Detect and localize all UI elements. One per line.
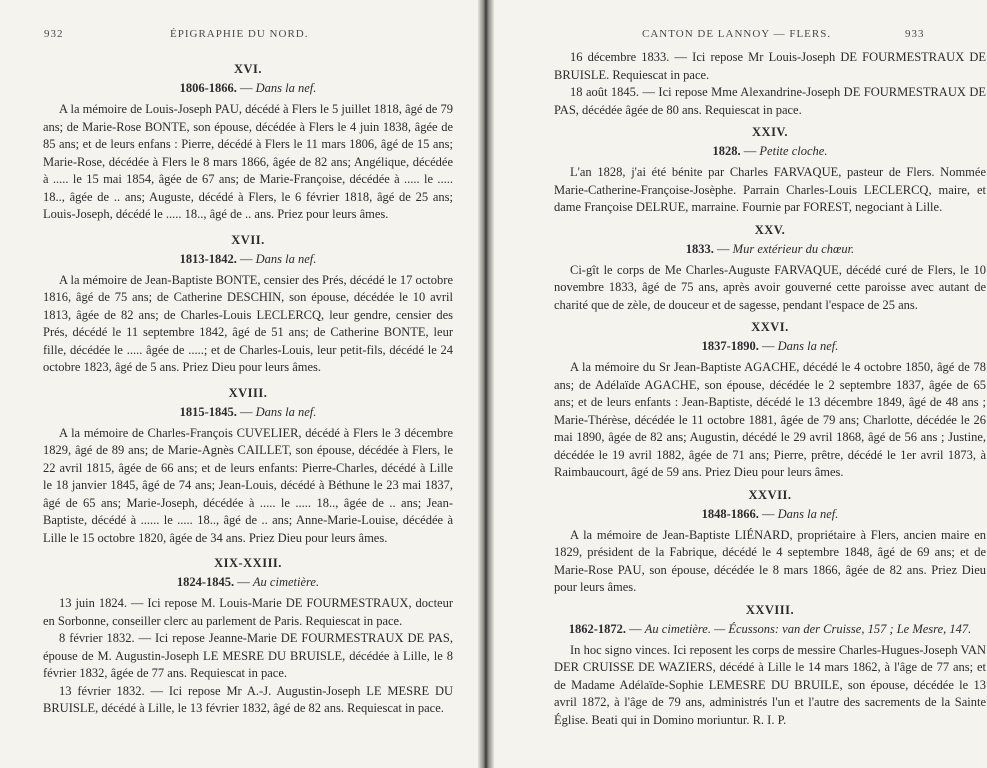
section-number: XXVIII.: [745, 602, 795, 617]
section-number: XIX-XXIII.: [214, 556, 282, 570]
section-place: Petite cloche.: [759, 144, 828, 158]
section-date-line: 1828. — Petite cloche.: [712, 144, 828, 158]
section-place: Au cimetière.: [252, 575, 320, 589]
inscription-paragraph: L'an 1828, j'ai été bénite par Charles FARVAQUE, pasteur de Flers. Nommée Marie-Catherine-Françoise-Josèphe. Parrain Charles-Louis LECLERCQ, maire, et dame Françoise DELRUE, marraine. Fournie par FOREST, negociant à Lille.: [554, 165, 986, 214]
section-date: 1813-1842.: [179, 251, 237, 266]
section-date-line: 1806-1866. — Dans la nef.: [179, 81, 317, 95]
inscription-paragraph: In hoc signo vinces. Ici reposent les corps de messire Charles-Hugues-Joseph VAN DER CRUISSE DE WAZIERS, décédé à Lille le 14 mars 1862, à l'âge de 77 ans; et de Madame Adélaïde-Sophie LEMESRE DU BRUILE, son épouse, décédée le 13 avril 1872, à l'âge de 79 ans, administrés l'un et l'autre des sacrements de la Sainte Église. Beati qui in Domino moriuntur. R. I. P.: [554, 642, 986, 727]
section-number: XVI.: [233, 62, 263, 76]
inscription-paragraph: A la mémoire de Jean-Baptiste BONTE, censier des Prés, décédé le 17 octobre 1816, âgé de 75 ans; de Catherine DESCHIN, son épouse, décédée le 10 avril 1813, âgée de 82 ans; de Charles-Louis LECLERCQ, leur gendre, censier des Prés, décédé le 11 septembre 1842, âgé de 51 ans; de Catherine BONTE, leur fille, décédée le ..... âgée de .....; et de Charles-Louis, leur petit-fils, décédé le 24 octobre 1823, âgé de 5 ans. Priez Dieu pour leurs âmes.: [43, 272, 453, 374]
inscription-paragraph: 16 décembre 1833. — Ici repose Mr Louis-Joseph DE FOURMESTRAUX DE BRUISLE. Requiescat in pace.: [554, 50, 986, 82]
left-running-title: ÉPIGRAPHIE DU NORD.: [170, 28, 309, 40]
inscription-paragraph: Ci-gît le corps de Me Charles-Auguste FARVAQUE, décédé curé de Flers, le 10 novembre 1833, âgé de 75 ans, après avoir gouverné cette paroisse avec autant de charité que de zèle, de douceur et de sagesse, pendant l'espace de 25 ans.: [554, 262, 986, 312]
section-date-line: 1813-1842. — Dans la nef.: [179, 251, 317, 266]
section-xvii: [43, 231, 453, 377]
section-xxvi: [554, 318, 986, 482]
section-number: XXIV.: [752, 125, 788, 139]
inscription-paragraph: 18 août 1845. — Ici repose Mme Alexandrine-Joseph DE FOURMESTRAUX DE PAS, décédée âgée de 80 ans. Requiescat in pace.: [554, 85, 986, 117]
section-date: 1862-1872.: [568, 621, 627, 636]
section-number: XVII.: [231, 232, 265, 247]
section-date: 1837-1890.: [701, 339, 759, 353]
section-xviii: [43, 384, 453, 548]
inscription-paragraph: 13 juin 1824. — Ici repose M. Louis-Marie DE FOURMESTRAUX, docteur en Sorbonne, conseiller clerc au parlement de Paris. Requiescat in pace.: [43, 596, 453, 628]
right-text-column: [554, 49, 986, 729]
section-place: Mur extérieur du chœur.: [732, 241, 855, 256]
section-number: XVIII.: [228, 385, 268, 400]
left-text-column: [43, 56, 453, 718]
section-date: 1848-1866.: [701, 506, 759, 521]
section-date-line: 1824-1845. — Au cimetière.: [176, 575, 320, 589]
section-xvi: [43, 60, 453, 224]
book-gutter: [478, 0, 494, 768]
section-xxviii: [554, 601, 986, 730]
section-date-line: 1848-1866. — Dans la nef.: [701, 506, 839, 521]
section-place: Au cimetière. — Écussons: van der Cruisse, 157 ; Le Mesre, 147.: [644, 621, 972, 636]
section-date-line: 1837-1890. — Dans la nef.: [701, 339, 839, 353]
section-place: Dans la nef.: [777, 339, 839, 353]
section-place: Dans la nef.: [777, 506, 839, 521]
section-date-line: 1862-1872. — Au cimetière. — Écussons: van der Cruisse, 157 ; Le Mesre, 147.: [568, 621, 972, 636]
section-xxv: [554, 221, 986, 315]
inscription-paragraph: A la mémoire de Louis-Joseph PAU, décédé à Flers le 5 juillet 1818, âgé de 79 ans; de Marie-Rose BONTE, son épouse, décédée à Flers le 4 juin 1838, âgée de 85 ans; et de leurs enfans : Pierre, décédé à Flers le 11 mars 1806, âgé de 15 ans; Marie-Rose, décédée à Flers le 8 mars 1866, âgée de 82 ans; Angélique, décédée à ..... le 15 mai 1854, âgée de 67 ans; de Marie-Françoise, décédée à ..... le ..... 18.., âgée de .. ans; Auguste, décédé à Flers, le 6 février 1818, âgé de 25 ans; Louis-Joseph, décédé le ..... 18.., âgé de .. ans. Priez pour leurs âmes.: [43, 102, 453, 221]
inscription-paragraph: A la mémoire du Sr Jean-Baptiste AGACHE, décédé le 4 octobre 1850, âgé de 78 ans; de Adélaïde AGACHE, son épouse, décédée le 2 septembre 1837, âgée de 65 ans; et de leurs enfants : Jean-Baptiste, décédé le 13 décembre 1849, âgé de 48 ans ; Marie-Thérèse, décédée le 11 octobre 1881, âgée de 79 ans; Charlotte, décédée le 26 mai 1890, âgée de 82 ans; Augustin, décédé le 29 avril 1868, âgé de 56 ans ; Justine, décédée le 19 avril 1882, âgée de 71 ans; Pierre, prêtre, décédé le 1er avril 1873, à Raimbaucourt, âgé de 59 ans. Priez Dieu pour leurs âmes.: [554, 360, 986, 479]
section-date: 1806-1866.: [179, 81, 237, 95]
section-number: XXVII.: [748, 487, 792, 502]
section-xxiv: [554, 123, 986, 217]
inscription-paragraph: 13 février 1832. — Ici repose Mr A.-J. Augustin-Joseph LE MESRE DU BRUISLE, décédé à Lille, le 13 février 1832, âgé de 82 ans. Requiescat in pace.: [43, 683, 453, 715]
left-page-number: 932: [44, 28, 64, 40]
right-running-title: CANTON DE LANNOY — FLERS.: [642, 28, 832, 40]
section-date: 1828.: [712, 144, 741, 158]
left-page: [0, 0, 478, 768]
inscription-paragraph: 8 février 1832. — Ici repose Jeanne-Marie DE FOURMESTRAUX DE PAS, épouse de M. Augustin-Joseph LE MESRE DU BRUISLE, décédée à Lille, le 8 février 1832, âgée de 77 ans. Requiescat in pace.: [43, 631, 453, 680]
inscription-paragraph: A la mémoire de Charles-François CUVELIER, décédé à Flers le 3 décembre 1829, âgé de 89 ans; de Marie-Agnès CAILLET, son épouse, décédée à Flers, le 22 avril 1815, âgée de 66 ans; et de leurs enfants: Pierre-Charles, décédé à Lille le 18 janvier 1845, âgé de 74 ans; Jean-Louis, décédé à Béthune le 23 mai 1837, âgé de 65 ans; Marie-Joseph, décédée à ..... le ..... 18.., âgée de .. ans; Jean-Baptiste, décédé à ...... le ..... 18.., âgé de .. ans; Anne-Marie-Louise, décédée à Lille le 15 octobre 1820, âgée de 34 ans. Priez Dieu pour leurs âmes.: [43, 425, 453, 545]
right-page: [494, 0, 987, 768]
section-date-line: 1833. — Mur extérieur du chœur.: [685, 241, 855, 256]
section-number: XXVI.: [751, 320, 789, 334]
right-page-number: 933: [905, 28, 925, 40]
section-date: 1833.: [685, 241, 714, 256]
section-place: Dans la nef.: [255, 251, 317, 266]
section-date-line: 1815-1845. — Dans la nef.: [179, 404, 317, 419]
section-xxvii: [554, 486, 986, 597]
section-date: 1824-1845.: [176, 575, 235, 589]
section-number: XXV.: [754, 222, 786, 237]
section-place: Dans la nef.: [255, 81, 317, 95]
section-xix-xxiii: [43, 554, 453, 718]
section-place: Dans la nef.: [255, 404, 317, 419]
inscription-paragraph: A la mémoire de Jean-Baptiste LIÉNARD, propriétaire à Flers, ancien maire en 1829, président de la Fabrique, décédé le 4 septembre 1848, âgé de 69 ans; et de Marie-Rose PAU, son épouse, décédée le 8 mars 1866, âgée de 82 ans. Priez Dieu pour leurs âmes.: [554, 527, 986, 594]
section-date: 1815-1845.: [179, 404, 237, 419]
